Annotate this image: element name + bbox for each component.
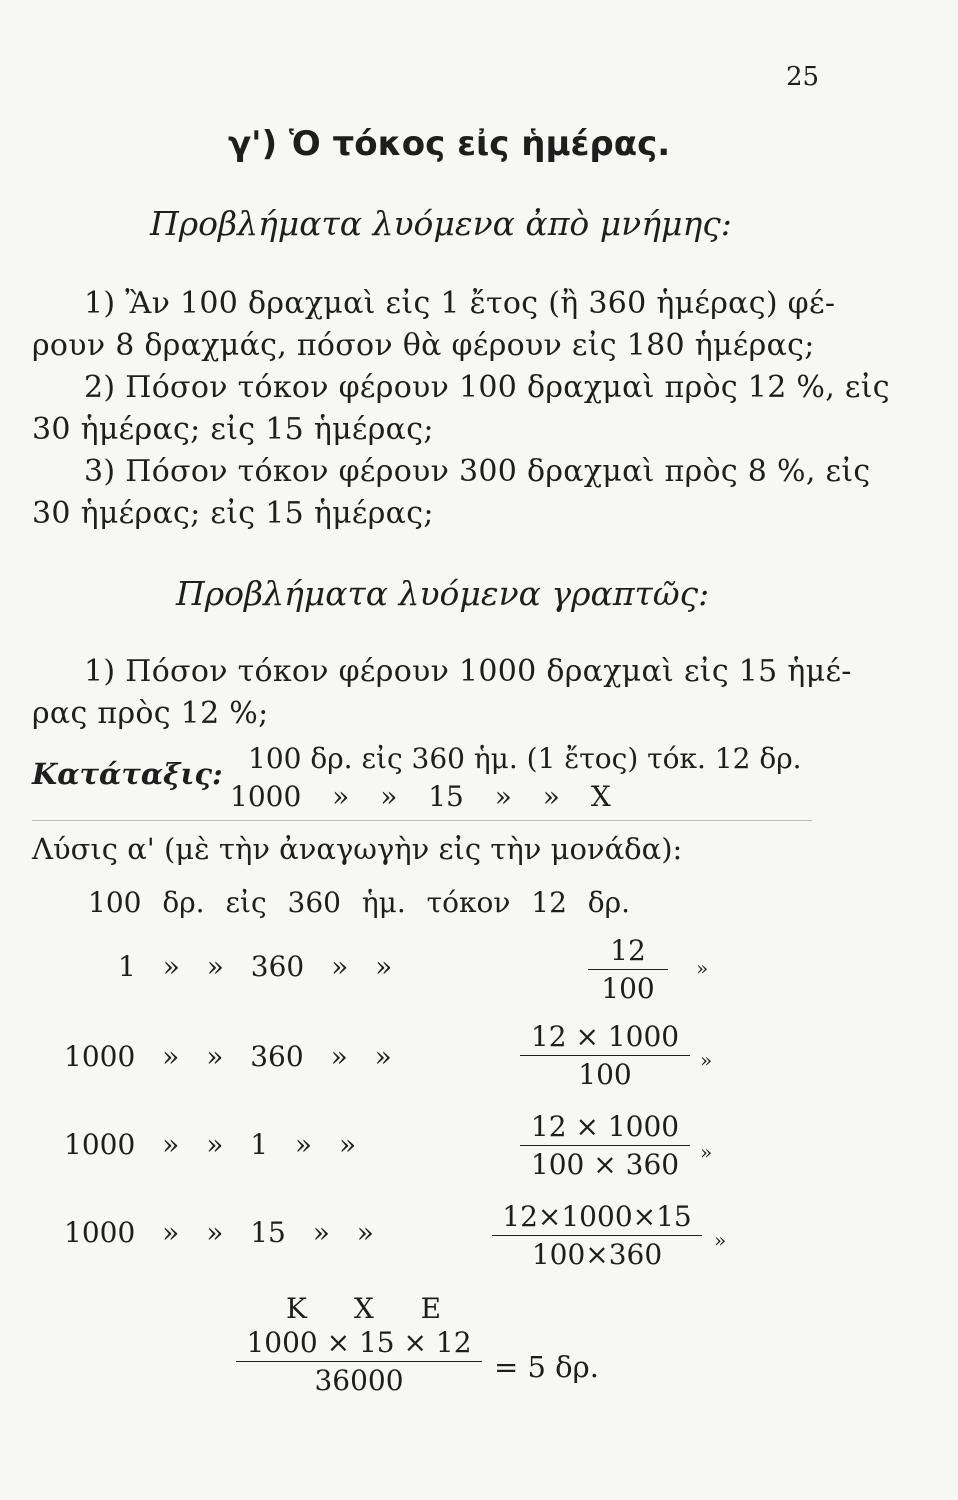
fraction-bar: [588, 969, 668, 970]
oral-line: 3) Πόσον τόκον φέρουν 300 δραχμαὶ πρὸς 8 %, εἰς: [84, 454, 871, 489]
oral-line: 2) Πόσον τόκον φέρουν 100 δραχμαὶ πρὸς 12 %, εἰς: [84, 370, 890, 405]
solution-row-2-left: 1 » » 360 » »: [118, 950, 393, 983]
arrangement-label: Κατάταξις:: [32, 757, 223, 791]
arrangement-row-1: 100 δρ. εἰς 360 ἡμ. (1 ἔτος) τόκ. 12 δρ.: [248, 742, 802, 775]
denominator: 100 × 360: [530, 1148, 680, 1181]
fraction-12-over-100: [588, 934, 668, 1005]
written-problems-heading: Προβλήματα λυόμενα γραπτῶς:: [176, 574, 710, 613]
arrangement-row-2: 1000 » » 15 » » X: [230, 780, 611, 813]
fraction-12x1000-over-100x360: [520, 1110, 690, 1181]
denominator: 100×360: [531, 1238, 663, 1271]
numerator: 12 × 1000: [530, 1020, 680, 1053]
solution-row-4-left: 1000 » » 1 » »: [64, 1128, 357, 1161]
solution-heading: Λύσις α' (μὲ τὴν ἀναγωγὴν εἰς τὴν μονάδα):: [32, 832, 683, 866]
written-line: ρας πρὸς 12 %;: [32, 696, 269, 731]
page-number: 25: [786, 62, 820, 92]
denominator: 100: [601, 972, 655, 1005]
oral-line: ρουν 8 δραχμάς, πόσον θὰ φέρουν εἰς 180 ἡμέρας;: [32, 328, 815, 363]
fraction-bar: [520, 1145, 690, 1146]
solution-row-5-left: 1000 » » 15 » »: [64, 1216, 374, 1249]
final-result: = 5 δρ.: [494, 1350, 599, 1384]
divider: [32, 820, 812, 821]
oral-line: 30 ἡμέρας; εἰς 15 ἡμέρας;: [32, 412, 434, 447]
solution-row-3-left: 1000 » » 360 » »: [64, 1040, 392, 1073]
denominator: 36000: [314, 1364, 404, 1397]
numerator: 12×1000×15: [502, 1200, 692, 1233]
ditto-mark: »: [714, 1228, 727, 1252]
denominator: 100: [578, 1058, 632, 1091]
fraction-bar: [236, 1361, 482, 1362]
ditto-mark: »: [700, 1140, 713, 1164]
written-line: 1) Πόσον τόκον φέρουν 1000 δραχμαὶ εἰς 15 ἡμέ-: [84, 654, 852, 689]
fraction-12x1000x15-over-100x360: [492, 1200, 702, 1271]
solution-row-1: 100 δρ. εἰς 360 ἡμ. τόκον 12 δρ.: [88, 886, 631, 919]
fraction-12x1000-over-100: [520, 1020, 690, 1091]
fraction-bar: [492, 1235, 702, 1236]
oral-problems-heading: Προβλήματα λυόμενα ἀπὸ μνήμης:: [150, 204, 732, 243]
oral-line: 30 ἡμέρας; εἰς 15 ἡμέρας;: [32, 496, 434, 531]
numerator: 12: [610, 934, 646, 967]
ditto-mark: »: [696, 956, 709, 980]
ditto-mark: »: [700, 1048, 713, 1072]
kxe-label: K X E: [286, 1292, 442, 1325]
chapter-title: γ') Ὁ τόκος εἰς ἡμέρας.: [228, 124, 671, 164]
final-fraction: [236, 1326, 482, 1397]
numerator: 12 × 1000: [530, 1110, 680, 1143]
numerator: 1000 × 15 × 12: [246, 1326, 472, 1359]
fraction-bar: [520, 1055, 690, 1056]
oral-line: 1) Ἂν 100 δραχμαὶ εἰς 1 ἔτος (ἢ 360 ἡμέρας) φέ-: [84, 286, 836, 321]
